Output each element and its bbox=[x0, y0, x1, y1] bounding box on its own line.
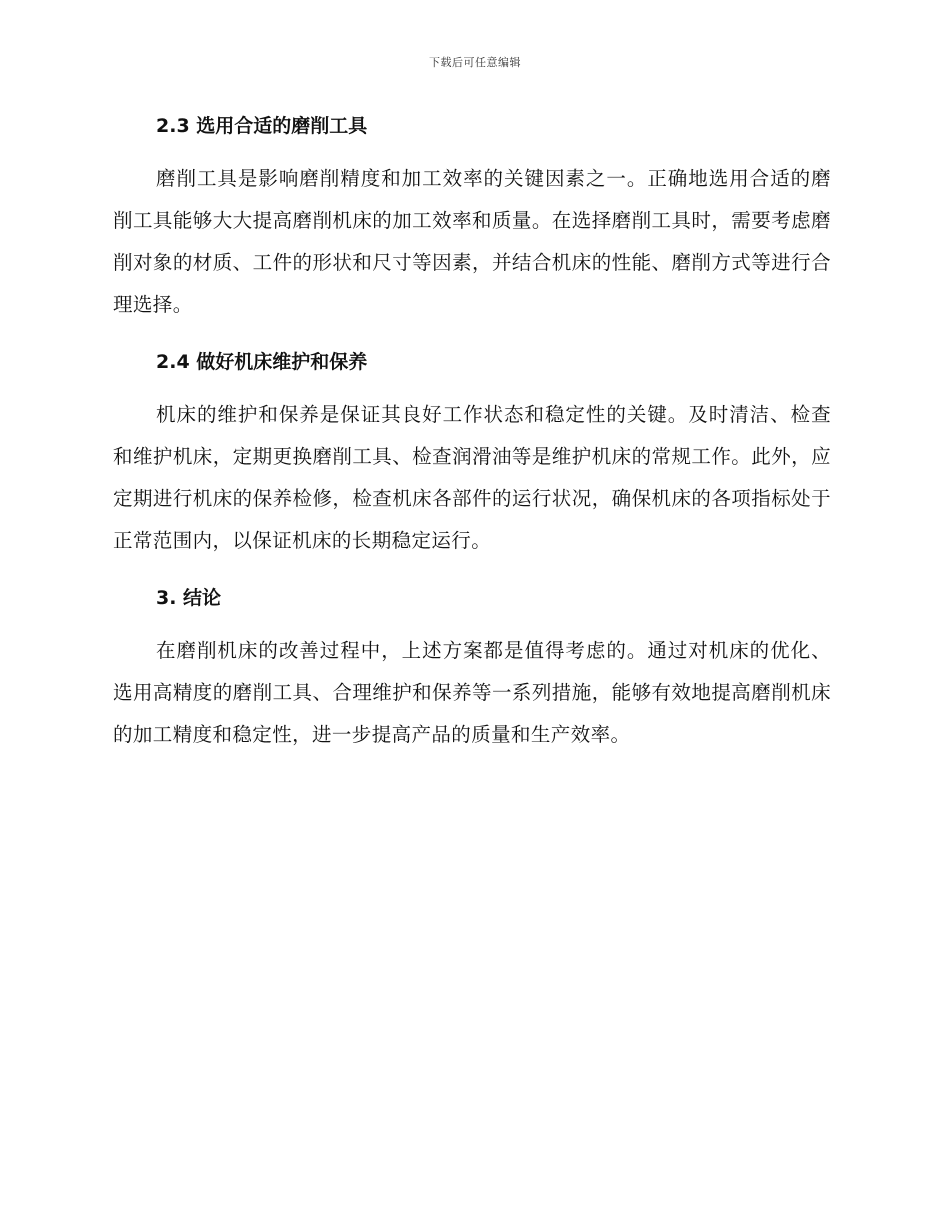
section-paragraph: 在磨削机床的改善过程中，上述方案都是值得考虑的。通过对机床的优化、选用高精度的磨削工具、合理维护和保养等一系列措施，能够有效地提高磨削机床的加工精度和稳定性，进一步提高产品的质量和生产效率。 bbox=[113, 639, 831, 746]
section-heading: 2.4 做好机床维护和保养 bbox=[156, 351, 368, 373]
section-3-conclusion bbox=[113, 584, 831, 770]
section-heading: 2.3 选用合适的磨削工具 bbox=[156, 115, 368, 137]
section-heading: 3. 结论 bbox=[156, 587, 222, 609]
section-2-4 bbox=[113, 348, 831, 576]
section-paragraph: 磨削工具是影响磨削精度和加工效率的关键因素之一。正确地选用合适的磨削工具能够大大提高磨削机床的加工效率和质量。在选择磨削工具时，需要考虑磨削对象的材质、工件的形状和尺寸等因素，并结合机床的性能、磨削方式等进行合理选择。 bbox=[113, 167, 831, 316]
section-2-3 bbox=[113, 112, 831, 340]
section-paragraph: 机床的维护和保养是保证其良好工作状态和稳定性的关键。及时清洁、检查和维护机床，定期更换磨削工具、检查润滑油等是维护机床的常规工作。此外，应定期进行机床的保养检修，检查机床各部件的运行状况，确保机床的各项指标处于正常范围内，以保证机床的长期稳定运行。 bbox=[113, 403, 831, 552]
header-note: 下载后可任意编辑 bbox=[429, 56, 521, 69]
